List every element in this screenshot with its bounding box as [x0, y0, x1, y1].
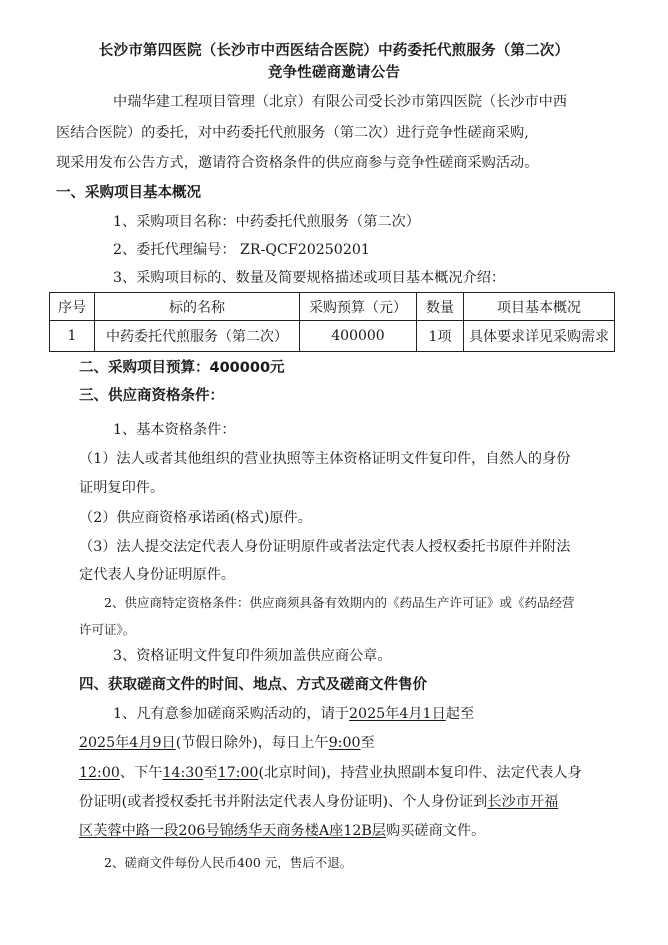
end-date: 2025年4月9日 [79, 735, 176, 751]
table-cell: 400000 [300, 321, 417, 352]
intro-paragraph-line3: 现采用发布公告方式，邀请符合资格条件的供应商参与竞争性磋商采购活动。 [56, 155, 539, 171]
purchase-location-line1 [79, 792, 558, 812]
project-table [49, 292, 615, 352]
purchase-time-line3 [79, 763, 582, 783]
purchase-location-line2 [79, 821, 485, 841]
qualification-3-line1: （3）法人提交法定代表人身份证明原件或者法定代表人授权委托书原件并附法 [79, 539, 571, 555]
purchase-time-text: (北京时间)，持营业执照副本复印件、法定代表人身 [258, 765, 582, 781]
purchase-time-text: 、下午 [119, 765, 163, 781]
document-title-line2: 竞争性磋商邀请公告 [267, 65, 401, 81]
document-price-item: 2、磋商文件每份人民币400 元，售后不退。 [104, 855, 353, 870]
intro-paragraph-line1: 中瑞华建工程项目管理（北京）有限公司受长沙市第四医院（长沙市中西 [113, 94, 568, 110]
qualification-seal-item: 3、资格证明文件复印件须加盖供应商公章。 [113, 648, 392, 664]
section3-heading: 三、供应商资格条件： [79, 388, 224, 404]
purchase-time-line1 [113, 704, 474, 724]
purchase-time-text: 起至 [445, 706, 475, 722]
purchase-location-text: 份证明(或者授权委托书并附法定代表人身份证明)、个人身份证到 [79, 794, 488, 810]
table-cell: 中药委托代煎服务（第二次） [95, 321, 300, 352]
table-cell: 1 [50, 321, 95, 352]
project-overview-item: 3、采购项目标的、数量及简要规格描述或项目基本概况介绍： [113, 270, 506, 286]
table-header-row [50, 293, 615, 321]
purchase-time-text: 至 [203, 765, 218, 781]
table-header-cell: 项目基本概况 [464, 293, 615, 321]
afternoon-end-time: 17:00 [217, 765, 259, 781]
table-header-cell: 采购预算（元） [300, 293, 417, 321]
morning-end-time: 12:00 [79, 765, 120, 781]
table-header-cell: 数量 [417, 293, 464, 321]
morning-start-time: 9:00 [328, 735, 361, 751]
agency-code-item: 2、委托代理编号： ZR-QCF20250201 [113, 242, 370, 258]
section4-heading: 四、获取磋商文件的时间、地点、方式及磋商文件售价 [79, 677, 427, 693]
section1-heading: 一、采购项目基本概况 [56, 185, 201, 201]
purchase-address-part1: 长沙市开福 [487, 794, 559, 810]
table-header-cell: 标的名称 [95, 293, 300, 321]
basic-qualification-label: 1、基本资格条件： [113, 422, 236, 438]
special-qualification-line2: 许可证》。 [79, 622, 136, 637]
intro-paragraph-line2: 医结合医院）的委托，对中药委托代煎服务（第二次）进行竞争性磋商采购, [56, 125, 529, 141]
document-title-line1: 长沙市第四医院（长沙市中西医结合医院）中药委托代煎服务（第二次） [98, 43, 570, 59]
start-date: 2025年4月1日 [349, 706, 446, 722]
purchase-time-text: 至 [360, 735, 375, 751]
section2-budget-heading: 二、采购项目预算：400000元 [79, 360, 285, 376]
qualification-3-line2: 定代表人身份证明原件。 [79, 567, 236, 583]
table-cell: 1项 [417, 321, 464, 352]
project-name-item: 1、采购项目名称：中药委托代煎服务（第二次） [113, 214, 420, 230]
purchase-time-text: (节假日除外)，每日上午 [175, 735, 329, 751]
special-qualification-line1: 2、供应商特定资格条件：供应商须具备有效期内的《药品生产许可证》或《药品经营 [104, 595, 575, 610]
afternoon-start-time: 14:30 [162, 765, 204, 781]
table-header-cell: 序号 [50, 293, 95, 321]
purchase-address-part2: 区芙蓉中路一段206号锦绣华天商务楼A座12B层 [79, 823, 386, 839]
qualification-1-line2: 证明复印件。 [79, 480, 165, 496]
purchase-time-line2 [79, 733, 375, 753]
table-row [50, 321, 615, 352]
qualification-2: （2）供应商资格承诺函(格式)原件。 [79, 510, 312, 526]
purchase-location-text: 购买磋商文件。 [386, 823, 486, 839]
table-cell: 具体要求详见采购需求 [464, 321, 615, 352]
purchase-time-text: 1、凡有意参加磋商采购活动的，请于 [113, 706, 350, 722]
qualification-1-line1: （1）法人或者其他组织的营业执照等主体资格证明文件复印件，自然人的身份 [79, 451, 571, 467]
